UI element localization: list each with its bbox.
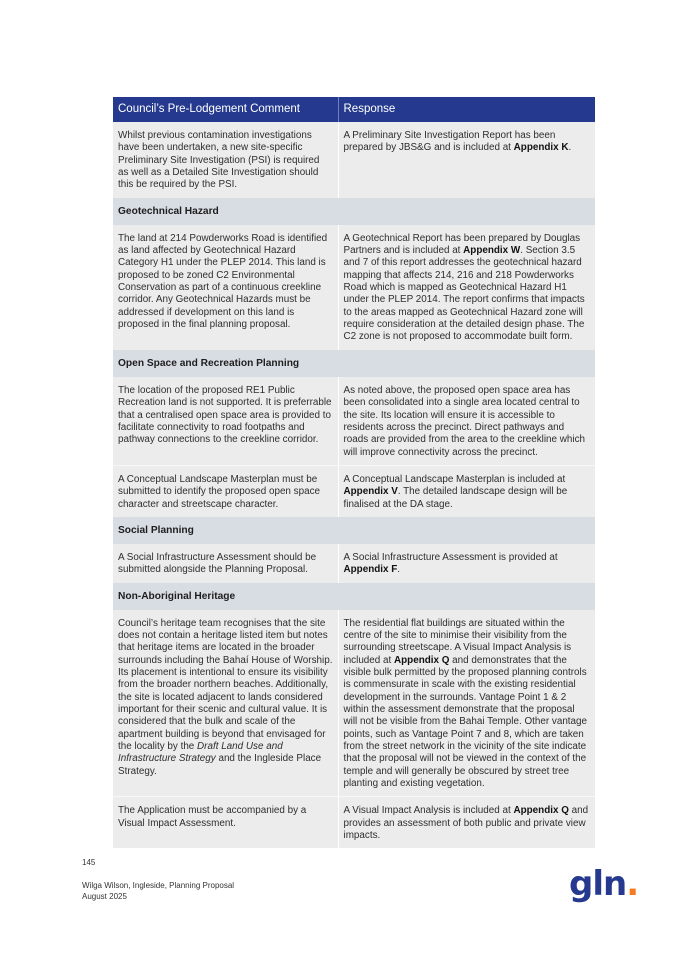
gln-logo [569, 866, 638, 902]
appendix-reference: Appendix K [513, 142, 569, 154]
logo-dot-icon: . [626, 864, 639, 904]
comment-cell: A Conceptual Landscape Masterplan must be submitted to identify the proposed open space character and streetscape character. [113, 465, 338, 517]
response-text: and demonstrates that the visible bulk permitted by the proposed planning controls is commensurate in scale with the existing residential development in the surrounds. Vantage Point 1 & 2 within the assessment demonstrate that the proposal will not be visible from the Bahai Temple. Other vantage points, such as Vantage Point 7 and 8, which are taken from the street network in the vicinity of the site indicate that the proposal will not be viewed in the context of the temple and will generally be obscured by street tree planting and existing vegetation. [343, 654, 588, 790]
response-cell [338, 610, 595, 797]
response-text: and provides an assessment of both public and private view impacts. [343, 805, 589, 842]
section-row-social-planning [113, 517, 595, 544]
column-header-comment: Council’s Pre-Lodgement Comment [113, 97, 338, 122]
section-title: Geotechnical Hazard [113, 198, 595, 225]
appendix-reference: Appendix F [343, 564, 398, 576]
response-text: . [397, 564, 401, 576]
comment-cell: Whilst previous contamination investigations have been undertaken, a new site-specific Preliminary Site Investigation (PSI) is required as well as a Detailed Site Investigation should this be required by the PSI. [113, 122, 338, 198]
table-row [113, 122, 595, 198]
response-text: A Social Infrastructure Assessment is provided at [343, 551, 558, 563]
response-cell [338, 122, 595, 198]
response-text: As noted above, the proposed open space area has been consolidated into a single area located central to the site. Its location will ensure it is accessible to residents across the precinct. Direct pathways and roads are provided from the area to the creekline which will improve connectivity across the precinct. [343, 384, 586, 458]
section-row-open-space [113, 350, 595, 377]
response-cell [338, 225, 595, 350]
response-text: . [568, 142, 572, 154]
response-text: The residential flat buildings are situated within the centre of the site to minimise their visibility from the surrounding streetscape. A Visual Impact Analysis is included at [343, 617, 572, 666]
table-row [113, 225, 595, 350]
appendix-reference: Appendix Q [513, 805, 569, 817]
response-text: A Preliminary Site Investigation Report has been prepared by JBS&G and is included at [343, 130, 556, 154]
comment-cell [113, 610, 338, 797]
response-cell [338, 465, 595, 517]
comment-cell: The Application must be accompanied by a Visual Impact Assessment. [113, 797, 338, 849]
response-text: . Section 3.5 and 7 of this report addresses the geotechnical hazard mapping that affects 214, 216 and 218 Powderworks Road which is mapped as Geotechnical Hazard H1 under the PLEP 2014. The report confirms that impacts to the areas mapped as Geotechnical Hazard zone will require consideration at the detailed design phase. The C2 zone is not proposed to accommodate built form. [343, 245, 585, 343]
table-row [113, 797, 595, 849]
strategy-title: Draft Land Use and Infrastructure Strategy [118, 741, 283, 765]
section-row-geotechnical-hazard [113, 198, 595, 225]
page-number: 145 [82, 858, 96, 867]
appendix-reference: Appendix V [343, 486, 398, 498]
response-text: . The detailed landscape design will be finalised at the DA stage. [343, 486, 568, 510]
pre-lodgement-comment-table [113, 97, 595, 848]
appendix-reference: Appendix Q [394, 654, 450, 666]
comment-text: and the Ingleside Place Strategy. [118, 753, 322, 777]
footer-document-info [82, 880, 234, 902]
section-title: Open Space and Recreation Planning [113, 350, 595, 377]
appendix-reference: Appendix W [463, 245, 521, 257]
section-title: Social Planning [113, 517, 595, 544]
comment-cell: A Social Infrastructure Assessment should be submitted alongside the Planning Proposal. [113, 544, 338, 583]
logo-text: gln [569, 864, 627, 904]
table-row [113, 610, 595, 797]
response-cell [338, 797, 595, 849]
comment-cell: The location of the proposed RE1 Public Recreation land is not supported. It is preferrable that a centralised open space area is provided to facilitate connectivity to road footpaths and pathway connections to the creekline corridor. [113, 377, 338, 466]
table-row [113, 544, 595, 583]
column-header-response: Response [338, 97, 595, 122]
table-row [113, 377, 595, 466]
response-cell [338, 544, 595, 583]
table-row [113, 465, 595, 517]
document-title: Wilga Wilson, Ingleside, Planning Proposal [82, 881, 235, 890]
response-text: A Conceptual Landscape Masterplan is included at [343, 473, 566, 485]
section-title: Non-Aboriginal Heritage [113, 583, 595, 610]
response-text: A Visual Impact Analysis is included at [343, 805, 514, 817]
response-cell [338, 377, 595, 466]
document-date: August 2025 [82, 892, 127, 901]
comment-cell: The land at 214 Powderworks Road is identified as land affected by Geotechnical Hazard Category H1 under the PLEP 2014. This land is proposed to be zoned C2 Environmental Conservation as part of a continuous creekline corridor. Any Geotechnical Hazards must be addressed if development on this land is proposed in the final planning proposal. [113, 225, 338, 350]
comment-text: Council’s heritage team recognises that the site does not contain a heritage listed item but notes that heritage items are located in the broader surrounds including the Bahaí House of Worship. Its placement is intentional to ensure its visibility from the broader northern beaches. Additionally, the site is located adjacent to lands considered important for their scenic and cultural value. It is considered that the bulk and scale of the apartment building is beyond that envisaged for the locality by the [118, 617, 333, 753]
response-text: A Geotechnical Report has been prepared by Douglas Partners and is included at [343, 232, 581, 257]
section-row-non-aboriginal-heritage [113, 583, 595, 610]
table-header-row [113, 97, 595, 122]
